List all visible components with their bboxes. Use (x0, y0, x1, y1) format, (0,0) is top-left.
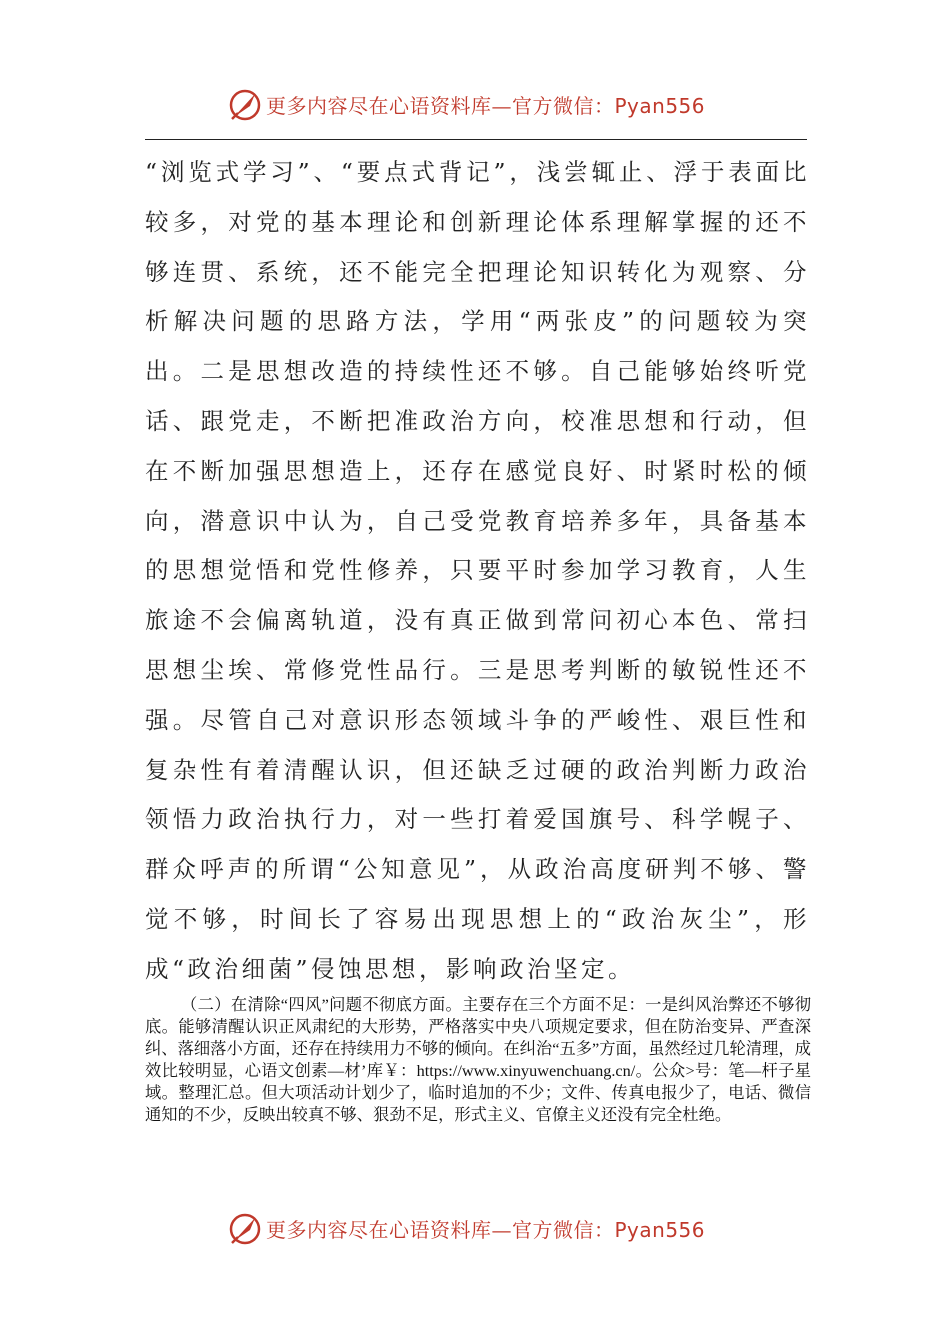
header-banner (0, 86, 950, 126)
section-paragraph: （二）在清除“四风”问题不彻底方面。主要存在三个方面不足：一是纠风治弊还不够彻底。能够清醒认识正风肃纪的大形势，严格落实中央八项规定要求，但在防治变异、严查深纠、落细落小方面，还存在持续用力不够的倾向。在纠治“五多”方面，虽然经过几轮清理，成效比较明显，心语文创素—材’库￥：https://www.xinyuwenchuang.cn/。公众>号：笔—杆子星域。整理汇总。但大项活动计划少了，临时追加的不少；文件、传真电报少了，电话、微信通知的不少，反映出较真不够、狠劲不足，形式主义、官僚主义还没有完全杜绝。 (145, 995, 811, 1124)
quill-logo-icon (228, 1212, 262, 1246)
footer-banner (0, 1210, 950, 1250)
quill-logo-icon (228, 88, 262, 122)
main-paragraph: “浏览式学习”、“要点式背记”，浅尝辄止、浮于表面比较多，对党的基本理论和创新理论体系理解掌握的还不够连贯、系统，还不能完全把理论知识转化为观察、分析解决问题的思路方法，学用“两张皮”的问题较为突出。二是思想改造的持续性还不够。自己能够始终听党话、跟党走，不断把准政治方向，校准思想和行动，但在不断加强思想造上，还存在感觉良好、时紧时松的倾向，潜意识中认为，自己受党教育培养多年，具备基本的思想觉悟和党性修养，只要平时参加学习教育，人生旅途不会偏离轨道，没有真正做到常问初心本色、常扫思想尘埃、常修党性品行。三是思考判断的敏锐性还不强。尽管自己对意识形态领域斗争的严峻性、艰巨性和复杂性有着清醒认识，但还缺乏过硬的政治判断力政治领悟力政治执行力，对一些打着爱国旗号、科学幌子、群众呼声的所谓“公知意见”，从政治高度研判不够、警觉不够，时间长了容易出现思想上的“政治灰尘”，形成“政治细菌”侵蚀思想，影响政治坚定。 (145, 158, 810, 983)
header-rule (145, 139, 807, 140)
banner-text: 更多内容尽在心语资料库—官方微信：Pyan556 (266, 1218, 706, 1242)
banner-text: 更多内容尽在心语资料库—官方微信：Pyan556 (266, 94, 706, 118)
